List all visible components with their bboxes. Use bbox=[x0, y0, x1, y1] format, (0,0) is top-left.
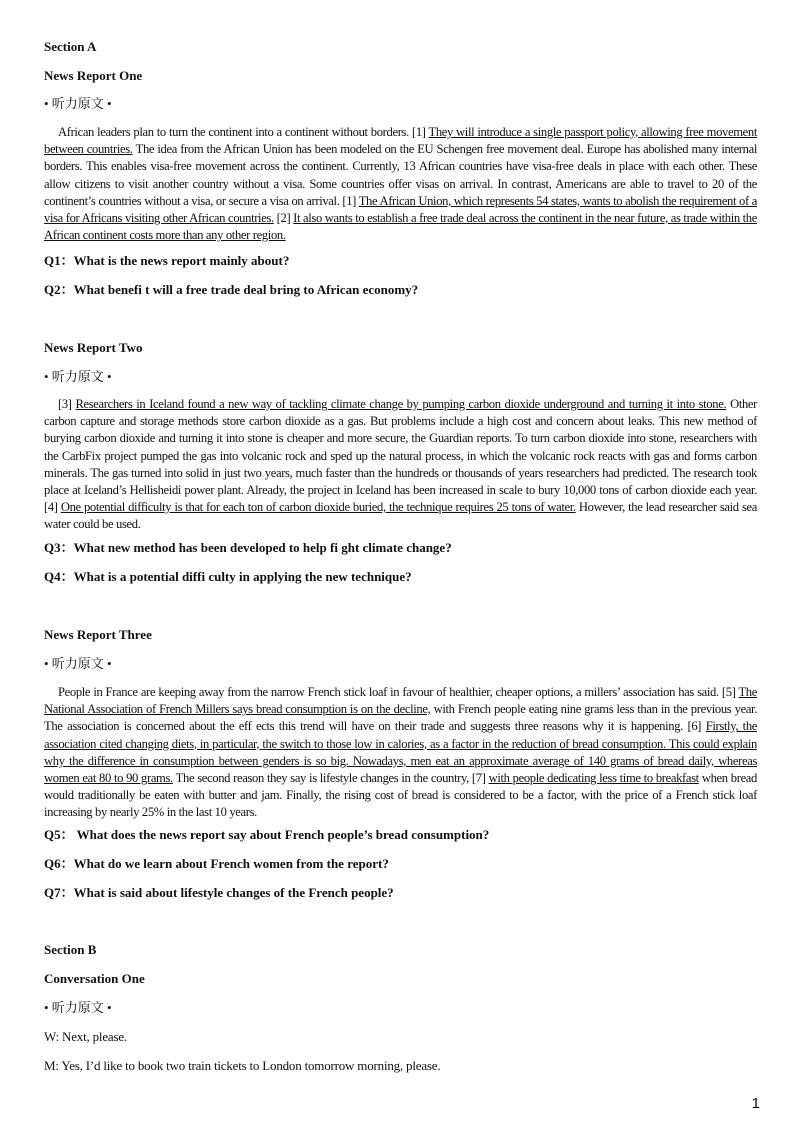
page-number: 1 bbox=[751, 1095, 760, 1112]
report-one-title: News Report One bbox=[44, 68, 143, 83]
transcript-label-1: • 听力原文 • bbox=[44, 96, 112, 111]
underlined-answer-text: Firstly, the association cited changing diets, in particular, the switch to those low in calories, as a factor in the reduction of bread consumption. This could explain why the difference in consumption between genders is so big. Nowadays, men eat an approximate average of 140 grams of bread daily, whereas women eat 80 to 90 grams. bbox=[44, 719, 758, 786]
transcript-text: when bread would traditionally be eaten with butter and jam. Finally, the rising cost of bread is considered to be a factor, with the price of a French stick loaf increasing by nearly 25% in the last 10 years. bbox=[44, 771, 757, 820]
transcript-text: However, the lead researcher said sea water could be used. bbox=[44, 500, 757, 532]
report-three-title: News Report Three bbox=[44, 627, 152, 642]
transcript-text: with French people eating nine grams less than in the previous year. The association is concerned about the eff ects this trend will have on their trade and suggests three reasons why it is happening. [6] bbox=[44, 702, 758, 734]
report-two-paragraph bbox=[44, 396, 757, 534]
question-4: Q4：What is a potential diffi culty in applying the new technique? bbox=[44, 569, 412, 584]
transcript-text: [3] bbox=[58, 397, 76, 411]
report-three-paragraph bbox=[44, 684, 757, 822]
conversation-one-title: Conversation One bbox=[44, 971, 145, 986]
underlined-answer-text: One potential difficulty is that for each ton of carbon dioxide buried, the technique requires 25 tons of water. bbox=[60, 500, 576, 515]
section-b-heading: Section B bbox=[44, 942, 97, 957]
underlined-answer-text: Researchers in Iceland found a new way of tackling climate change by pumping carbon dioxide underground and turning it into stone. bbox=[75, 397, 727, 411]
underlined-answer-text: They will introduce a single passport policy, allowing free movement between countries. bbox=[44, 125, 757, 157]
underlined-answer-text: The African Union, which represents 54 states, wants to abolish the requirement of a visa for Africans visiting other African countries. bbox=[44, 193, 757, 226]
transcript-text: African leaders plan to turn the continent into a continent without borders. [1] bbox=[58, 125, 429, 139]
question-7: Q7：What is said about lifestyle changes of the French people? bbox=[44, 885, 394, 900]
underlined-answer-text: The National Association of French Millers says bread consumption is on the decline, bbox=[44, 685, 757, 717]
transcript-text: People in France are keeping away from the narrow French stick loaf in favour of healthier, cheaper options, a millers’ association has said. [5] bbox=[58, 685, 739, 699]
transcript-text: [2] bbox=[273, 211, 294, 226]
question-3: Q3：What new method has been developed to help fi ght climate change? bbox=[44, 540, 452, 555]
transcript-label-2: • 听力原文 • bbox=[44, 369, 112, 384]
transcript-label-3: • 听力原文 • bbox=[44, 656, 112, 671]
question-5: Q5： What does the news report say about French people’s bread consumption? bbox=[44, 827, 490, 842]
transcript-text: The second reason they say is lifestyle changes in the country, [7] bbox=[172, 771, 489, 786]
dialogue-line: W: Next, please. bbox=[44, 1029, 127, 1044]
underlined-answer-text: It also wants to establish a free trade deal across the continent in the near future, as trade within the African continent costs more than any other region. bbox=[44, 211, 757, 243]
section-a-heading: Section A bbox=[44, 39, 97, 54]
question-1: Q1：What is the news report mainly about? bbox=[44, 253, 290, 268]
report-one-paragraph bbox=[44, 124, 757, 244]
dialogue-line: M: Yes, I’d like to book two train tickets to London tomorrow morning, please. bbox=[44, 1058, 441, 1073]
report-two-title: News Report Two bbox=[44, 340, 143, 355]
underlined-answer-text: with people dedicating less time to breakfast bbox=[488, 771, 699, 786]
transcript-text: Other carbon capture and storage methods store carbon dioxide as a gas. But problems include a high cost and concern about leaks. This new method of burying carbon dioxide and turning it into stone is cheaper and more secure, the Guardian reports. To turn carbon dioxide into stone, researchers with the CarbFix project pumped the gas into volcanic rock and sped up the natural process, in which the volcanic rock reacts with gas and forms carbon minerals. The gas turned into solid in just two years, much faster than the hundreds or thousands of years researchers had predicted. The research took place at Iceland’s Hellisheidi power plant. Already, the project in Iceland has been increased in scale to bury 10,000 tons of carbon dioxide each year. [4] bbox=[44, 397, 757, 515]
question-6: Q6：What do we learn about French women from the report? bbox=[44, 856, 389, 871]
transcript-text: The idea from the African Union has been modeled on the EU Schengen free movement deal. Europe has abolished many internal borders. This enables visa-free movement across the continent. Currently, 13 African countries have visa-free deals in place with each other. These allow citizens to visit another country without a visa. Some countries offer visas on arrival. In contrast, Americans are able to travel to 20 of the continent’s countries without a visa, or secure a visa on arrival. [1] bbox=[44, 142, 757, 208]
transcript-label-4: • 听力原文 • bbox=[44, 1000, 112, 1015]
question-2: Q2：What benefi t will a free trade deal bring to African economy? bbox=[44, 282, 419, 297]
